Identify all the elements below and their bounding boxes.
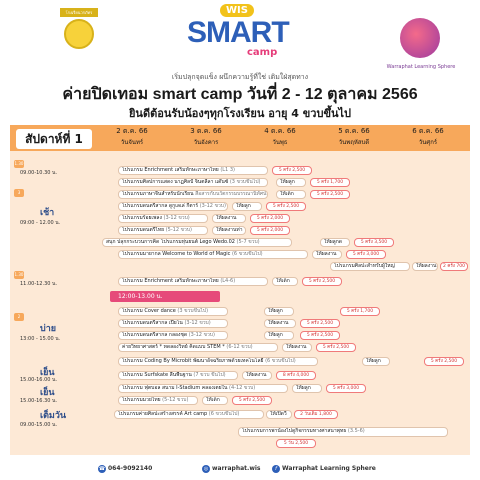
slot-time: 13:00 - 15.00 น. (20, 336, 61, 342)
activity-note: (3 ขวบขึ้นไป) (177, 308, 209, 314)
duration-badge: 2 (14, 313, 24, 321)
phone-icon: ☎ (98, 466, 106, 472)
price-tag: 5 ครั้ง 2,500 (424, 357, 464, 366)
slot-period: เย็น (40, 368, 55, 378)
activity-note: (3-12 ขวบ) (163, 215, 190, 221)
activity-name: โปรแกรมภาษาจีนสำหรับนักเรียน (122, 191, 194, 197)
activity-item[interactable] (118, 331, 228, 340)
slot-period: เต็มวัน (40, 411, 67, 421)
activity-item[interactable] (118, 178, 268, 187)
duration-badge: 1.30 (14, 272, 24, 277)
activity-tag: ให้ผลงาน (412, 262, 438, 271)
day-date: 4 ต.ค. 66 (264, 127, 296, 135)
duration-badge: 1.30 (14, 161, 24, 166)
phone-number: 064-9092140 (108, 465, 153, 472)
duration-badge: 3 (14, 189, 24, 197)
slot-time: 09:00 - 12.00 น. (20, 220, 61, 226)
activity-note: (7 ขวบ ขึ้นไป) (193, 372, 226, 378)
activity-tag: ให้ผลงาน (282, 343, 312, 352)
price-tag: 5 วัน 2,500 (276, 439, 316, 448)
price-tag: 5 ครั้ง 2,500 (266, 202, 306, 211)
poster-header (0, 0, 480, 118)
activity-note: (5-12 ขวบ) (165, 227, 192, 233)
slot-time: 09.00-10.30 น. (20, 170, 58, 176)
activity-note: (6 ขวบขึ้นไป) (231, 251, 263, 257)
activity-name: โปรแกรมดนตรีสากล เปียโน (122, 320, 183, 326)
activity-tag: ให้เปิดวี (266, 410, 292, 419)
activity-note: (6-12 ขวบ) (226, 344, 253, 350)
web-contact[interactable] (202, 465, 261, 473)
day-date: 6 ต.ค. 66 (412, 127, 444, 135)
facebook-contact[interactable] (272, 465, 376, 473)
school-logo (60, 8, 98, 52)
activity-name: โปรแกรมค่ายศิลปะสร้างสรรค์ Art camp (118, 411, 208, 417)
activity-item[interactable] (118, 396, 198, 405)
schedule-table (10, 125, 470, 455)
activity-item[interactable] (118, 202, 228, 211)
activity-tag: ให้ผลูก (362, 357, 390, 366)
day-name: วันอังคาร (193, 139, 219, 146)
activity-tag: ให้เด็ก (276, 190, 306, 199)
school-logo-text: โรงเรียนวรภัทร (60, 8, 98, 17)
activity-tag: ให้เด็ก (202, 396, 228, 405)
activity-item[interactable] (118, 307, 228, 316)
day-date: 5 ต.ค. 66 (338, 127, 370, 135)
slot-time: 11.00-12.30 น. (20, 281, 58, 287)
price-tag: 5 ครั้ง 2,500 (316, 343, 356, 352)
activity-name: ค่ายวิทยาศาสตร์ * ทดลองวิทย์ คิดแบบ STEM * (122, 344, 225, 350)
activity-name: โปรแกรมศิลปการแสดง นาฏศิลป์ จินตลีลา แด๊นซ์ (122, 179, 229, 185)
slot-time: 15.00-16.00 น. (20, 377, 58, 383)
activity-name: โปรแกรม Surfskate ลื่นพื้นฐาน (122, 372, 192, 378)
activity-item[interactable] (114, 410, 264, 419)
activity-item[interactable] (238, 427, 448, 437)
activity-item[interactable] (118, 343, 278, 352)
activity-name: โปรแกรม Coding By Microbit พัฒนาอัจฉริยภาพด้วยเทคโนโลยี (122, 358, 264, 364)
logo-word: SMART (187, 16, 289, 49)
price-tag: 5 ครั้ง 3,000 (326, 384, 366, 393)
activity-note: (6 ขวบขึ้นไป) (265, 358, 296, 364)
activity-name: โปรแกรมการพาน้องไปดูกิจกรรมทางศาสนาพุทธ (242, 428, 347, 434)
tagline: เริ่มปลุกจุดแข็ง ผนึกความรู้ที่ใช่ เติมใฝ่สุดทาง (171, 73, 309, 81)
lunch-bar: 12:00-13.00 น. (110, 291, 220, 302)
activity-name: โปรแกรมดนตรีสากล ดูกูเลเล่ กีตาร์ (122, 203, 199, 209)
price-tag: 5 ครั้ง 3,500 (354, 238, 394, 247)
price-tag: 5 ครั้ง 2,500 (300, 331, 340, 340)
slot-time: 15.00-16.30 น. (20, 398, 58, 404)
price-tag: 5 ครั้ง 1,700 (340, 307, 380, 316)
slot-period: บ่าย (40, 324, 57, 334)
facebook-page: Warraphat Learning Sphere (282, 465, 376, 472)
page-subtitle: ยินดีต้อนรับน้องๆทุกโรงเรียน อายุ 4 ขวบขึ้นไป (128, 107, 351, 120)
slot-period: เช้า (40, 208, 55, 218)
activity-note: สื่อสารกับนวัตกรรมบรรณานิทัศน์ (195, 191, 267, 197)
activity-note: (3-12 ขวบ) (188, 332, 215, 338)
day-header (320, 126, 388, 150)
day-name: วันศุกร์ (418, 139, 438, 146)
activity-note: (6 ขวบขึ้นไป) (208, 411, 240, 417)
school-emblem-icon (64, 19, 94, 49)
activity-name: โปรแกรมมวยไทย (122, 397, 161, 403)
activity-note: (5-12 ขวบ) (162, 397, 189, 403)
activity-item[interactable] (118, 384, 288, 393)
phone-contact[interactable] (98, 465, 152, 473)
page-title: ค่ายปิดเทอม smart camp วันที่ 2 - 12 ตุลาคม 2566 (62, 86, 418, 103)
day-name: วันจันทร์ (120, 139, 144, 146)
activity-name: โปรแกรม Enrichment เสริมทักษะภาษาไทย (122, 167, 219, 173)
smart-camp-logo (185, 4, 295, 62)
day-header (98, 126, 166, 150)
activity-item[interactable] (118, 226, 208, 235)
slot-time: 09.00-15.00 น. (20, 422, 58, 428)
day-date: 2 ต.ค. 66 (116, 127, 148, 135)
week-label: สัปดาห์ที่ 1 (16, 129, 92, 149)
activity-tag: ให้ผลงาน (212, 214, 246, 223)
day-date: 3 ต.ค. 66 (190, 127, 222, 135)
activity-name: โปรแกรมร้อยเพลง (122, 215, 162, 221)
activity-note: (5-7 ขวบ) (236, 239, 260, 245)
activity-tag: ให้ผลงานท่า (212, 226, 246, 235)
activity-tag: ให้เด็ก (272, 277, 298, 286)
price-tag: 5 ครั้ง 2,500 (300, 319, 340, 328)
price-tag: 5 ครั้ง 2,500 (272, 166, 312, 175)
activity-tag: ให้ผลูก (264, 307, 294, 316)
day-name: วันพุธ (272, 139, 288, 146)
activity-note: (3.5-6) (347, 428, 365, 434)
contact-footer (0, 460, 480, 480)
price-tag: 2 ครั้ง 700 (440, 262, 468, 271)
activity-item[interactable] (118, 277, 268, 286)
logo-badge: WIS (220, 4, 254, 17)
facebook-icon: f (272, 465, 280, 473)
day-name: วันพฤหัสบดี (338, 139, 370, 146)
price-tag: 5 ครั้ง 2,000 (250, 214, 290, 223)
logo-sub: camp (247, 47, 278, 58)
activity-name: โปรแกรมมายากล Welcome to World of Magic (122, 251, 231, 257)
activity-tag: ให้ผลูก (292, 384, 322, 393)
activity-item[interactable] (118, 371, 238, 380)
activity-name: สนุก ปลุกกระบวนการคิด โปรแกรมหุ่นยนต์ Lego Wedo.02 (106, 239, 235, 245)
activity-note: (L1 3) (220, 167, 235, 173)
activity-item[interactable] (118, 357, 318, 366)
activity-note: (L4-6) (220, 278, 236, 284)
activity-item[interactable] (118, 250, 308, 259)
activity-tag: ให้ผลูก (232, 202, 262, 211)
partner-name: Warraphat Learning Sphere (386, 64, 456, 70)
price-tag: 5 ครั้ง 2,500 (232, 396, 272, 405)
day-header (172, 126, 240, 150)
slot-period: เย็น (40, 388, 55, 398)
price-tag: 5 ครั้ง 1,700 (310, 178, 350, 187)
activity-tag: ให้ผลูกด (320, 238, 350, 247)
activity-item[interactable] (118, 214, 208, 223)
activity-note: (3-12 ขวบ) (184, 320, 211, 326)
activity-tag: ให้ผลงาน (242, 371, 272, 380)
activity-item[interactable] (118, 166, 268, 175)
day-header (246, 126, 314, 150)
day-header (394, 126, 462, 150)
activity-item[interactable] (102, 238, 292, 247)
price-tag: 8 ครั้ง 4,000 (276, 371, 316, 380)
web-handle: warraphat.wis (212, 465, 261, 472)
globe-icon: ◎ (203, 466, 209, 472)
price-tag: 2 วันเต็ม 1,800 (294, 410, 338, 419)
activity-item[interactable] (118, 319, 228, 328)
activity-item[interactable] (118, 190, 268, 199)
price-tag: 5 ครั้ง 2,500 (310, 190, 350, 199)
activity-note: (3 ขวบขึ้นไป) (229, 179, 261, 185)
activity-name: โปรแกรมดนตรีสากล กลองชุด (122, 332, 188, 338)
activity-tag: ให้ผลงาน (264, 319, 296, 328)
partner-logo (378, 18, 464, 78)
partner-mark-icon (400, 18, 440, 58)
activity-name: โปรแกรม Enrichment เสริมทักษะภาษาไทย (122, 278, 219, 284)
price-tag: 5 ครั้ง 2,500 (302, 277, 342, 286)
activity-name: โปรแกรม ฟุตบอล สนาม I-Stadium คลองเตยใน (122, 385, 228, 391)
price-tag: 5 ครั้ง 3,000 (346, 250, 386, 259)
activity-note: (3-12 ขวบ) (199, 203, 226, 209)
activity-item[interactable] (330, 262, 410, 271)
activity-name: โปรแกรมศิลปะสำหรับผู้ใหญ่ (334, 263, 395, 269)
activity-tag: ให้ผลูก (276, 178, 306, 187)
price-tag: 5 ครั้ง 2,000 (250, 226, 290, 235)
activity-note: (4-12 ขวบ) (229, 385, 256, 391)
activity-name: โปรแกรมดนตรีไทย (122, 227, 165, 233)
activity-tag: ให้ผลูก (264, 331, 294, 340)
activity-tag: ให้ผลงาน (312, 250, 342, 259)
activity-name: โปรแกรม Cover dance (122, 308, 176, 314)
